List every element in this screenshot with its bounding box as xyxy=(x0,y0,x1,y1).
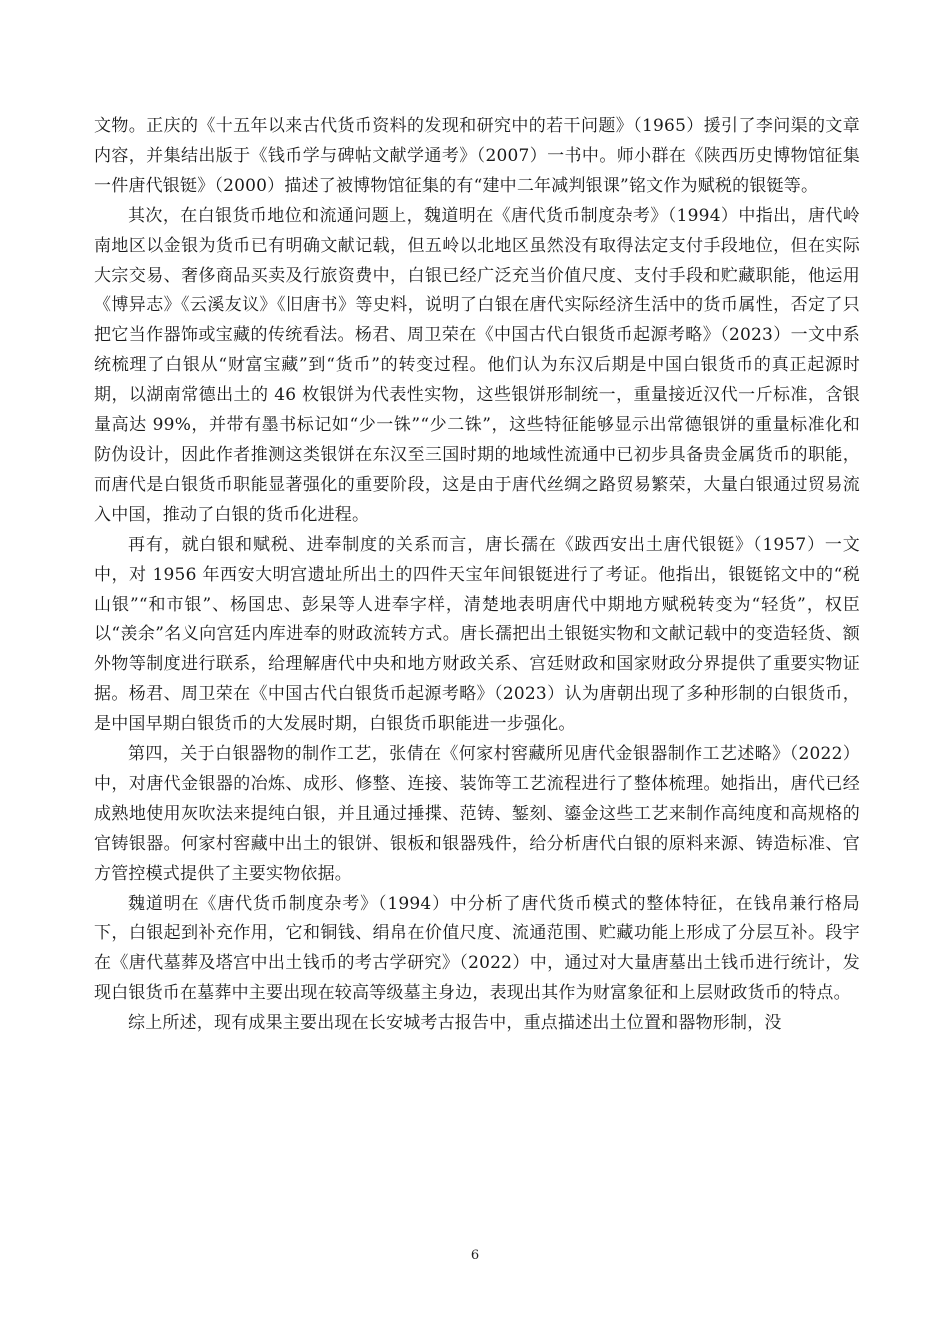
paragraph-6: 综上所述，现有成果主要出现在长安城考古报告中，重点描述出土位置和器物形制，没 xyxy=(128,1013,782,1034)
paragraph-2: 其次，在白银货币地位和流通问题上，魏道明在《唐代货币制度杂考》（1994）中指出，唐代岭南地区以金银为货币已有明确文献记载，但五岭以北地区虽然没有取得法定支付手段地位，但在实际大宗交易、奢侈商品买卖及行旅资费中，白银已经广泛充当价值尺度、支付手段和贮藏职能，他运用《博异志》《云溪友议》《旧唐书》等史料，说明了白银在唐代实际经济生活中的货币属性，否定了只把它当作器饰或宝藏的传统看法。杨君、周卫荣在《中国古代白银货币起源考略》（2023）一文中系统梳理了白银从“财富宝藏”到“货币”的转变过程。他们认为东汉后期是中国白银货币的真正起源时期，以湖南常德出土的 46 枚银饼为代表性实物，这些银饼形制统一，重量接近汉代一斤标准，含银量高达 99%，并带有墨书标记如“少一铢”“少二铢”，这些特征能够显示出常德银饼的重量标准化和防伪设计，因此作者推测这类银饼在东汉至三国时期的地域性流通中已初步具备贵金属货币的职能，而唐代是白银货币职能显著强化的重要阶段，这是由于唐代丝绸之路贸易繁荣，大量白银通过贸易流入中国，推动了白银的货币化进程。 xyxy=(94,205,860,525)
page-number: 6 xyxy=(470,1248,480,1263)
document-page xyxy=(94,112,860,1039)
paragraph-3: 再有，就白银和赋税、进奉制度的关系而言，唐长孺在《跋西安出土唐代银铤》（1957）一文中，对 1956 年西安大明宫遗址所出土的四件天宝年间银铤进行了考证。他指出，银铤铭文中的“税山银”“和市银”、杨国忠、彭杲等人进奉字样，清楚地表明唐代中期地方赋税转变为“轻货”，权臣以“羡余”名义向宫廷内库进奉的财政流转方式。唐长孺把出土银铤实物和文献记载中的变造轻货、额外物等制度进行联系，给理解唐代中央和地方财政关系、宫廷财政和国家财政分界提供了重要实物证据。杨君、周卫荣在《中国古代白银货币起源考略》（2023）认为唐朝出现了多种形制的白银货币，是中国早期白银货币的大发展时期，白银货币职能进一步强化。 xyxy=(94,534,860,735)
paragraph-5: 魏道明在《唐代货币制度杂考》（1994）中分析了唐代货币模式的整体特征，在钱帛兼行格局下，白银起到补充作用，它和铜钱、绢帛在价值尺度、流通范围、贮藏功能上形成了分层互补。段宇在《唐代墓葬及塔宫中出土钱币的考古学研究》（2022）中，通过对大量唐墓出土钱币进行统计，发现白银货币在墓葬中主要出现在较高等级墓主身边，表现出其作为财富象征和上层财政货币的特点。 xyxy=(94,893,860,1004)
paragraph-1: 文物。正庆的《十五年以来古代货币资料的发现和研究中的若干问题》（1965）援引了李问渠的文章内容，并集结出版于《钱币学与碑帖文献学通考》（2007）一书中。师小群在《陕西历史博物馆征集一件唐代银铤》（2000）描述了被博物馆征集的有“建中二年减判银课”铭文作为赋税的银铤等。 xyxy=(94,116,860,196)
paragraph-4: 第四，关于白银器物的制作工艺，张倩在《何家村窖藏所见唐代金银器制作工艺述略》（2022）中，对唐代金银器的冶炼、成形、修整、连接、装饰等工艺流程进行了整体梳理。她指出，唐代已经成熟地使用灰吹法来提纯白银，并且通过捶揲、范铸、錾刻、鎏金这些工艺来制作高纯度和高规格的官铸银器。何家村窖藏中出土的银饼、银板和银器残件，给分析唐代白银的原料来源、铸造标准、官方管控模式提供了主要实物依据。 xyxy=(94,744,860,884)
